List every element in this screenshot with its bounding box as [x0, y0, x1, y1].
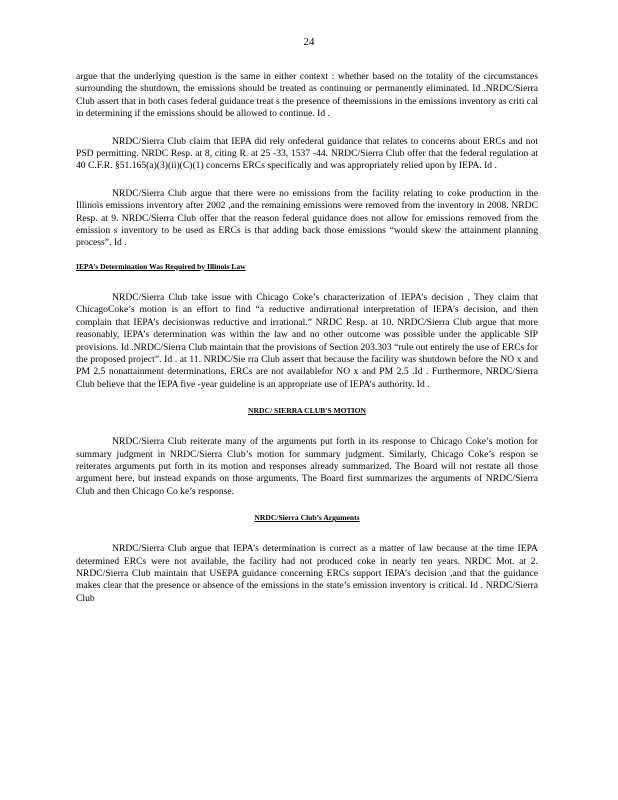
- section-heading-arguments: NRDC/Sierra Club’s Arguments: [254, 513, 360, 523]
- paragraph-federal-guidance: NRDC/Sierra Club claim that IEPA did rely onfederal guidance that relates to concerns about ERCs and not PSD permitting. NRDC Resp. at 8, citing R. at 25 -33, 1537 -44. NRDC/Sierra Club offer that the federal regulation at 40 C.F.R. §51.165(a)(3)(ii)(C)(1) concerns ERCs specifically and was appropriately relied upon by IEPA. Id .: [76, 135, 538, 172]
- page-number: 24: [303, 36, 315, 48]
- section-heading-determination: IEPA’s Determination Was Required by Illinois Law: [76, 261, 246, 271]
- document-body: [76, 71, 538, 620]
- paragraph-continuation: argue that the underlying question is the same in either context : whether based on the totality of the circumstances surrounding the shutdown, the emissions should be treated as continuing or permanently eliminated. Id .NRDC/Sierra Club assert that in both cases federal guidance treat s the presence of theemissions in the emissions inventory as criti cal in determining if the emissions should be allowed to continue. Id .: [76, 71, 538, 120]
- paragraph-reiterate: NRDC/Sierra Club reiterate many of the arguments put forth in its response to Chicago Coke’s motion for summary judgment in NRDC/Sierra Club’s motion for summary judgment. Similarly, Chicago Coke’s respon se reiterates arguments put forth in its motion and responses already summarized. The Board will not restate all those argument here, but instead expands on those arguments. The Board first summarizes the arguments of NRDC/Sierra Club and then Chicago Co ke’s response.: [76, 436, 538, 497]
- paragraph-characterization: NRDC/Sierra Club take issue with Chicago Coke’s characterization of IEPA’s decision , They claim that ChicagoCoke’s motion is an effort to find “a reductive andirrational interpretation of IEPA’s decision, and then complain that IEPA’s decisionwas reductive and irrational.” NRDC Resp. at 10. NRDC/Sierra Club argue that more reasonably, IEPA’s determination was within the law and no other outcome was possible under the applicable SIP provisions. Id .NRDC/Sierra Club maintain that the provisions of Section 203.303 “rule out entirely the use of ERCs for the proposed project”. Id . at 11. NRDC/Sie rra Club assert that because the facility was shutdown before the NO x and PM 2.5 nonattainment determinations, ERCs are not availablefor NO x and PM 2.5 .Id . Furthermore, NRDC/Sierra Club believe that the IEPA five -year guideline is an appropriate use of IEPA’s authority. Id .: [76, 291, 538, 390]
- paragraph-arguments: NRDC/Sierra Club argue that IEPA’s determination is correct as a matter of law because at the time IEPA determined ERCs were not available, the facility had not produced coke in nearly ten years. NRDC Mot. at 2. NRDC/Sierra Club maintain that USEPA guidance concerning ERCs support IEPA’s decision ,and that the guidance makes clear that the presence or absence of the emissions in the state’s emission inventory is critical. Id . NRDC/Sierra Club: [76, 543, 538, 604]
- paragraph-emissions-inventory: NRDC/Sierra Club argue that there were no emissions from the facility relating to coke production in the Illinois emissions inventory after 2002 ,and the remaining emissions were removed from the inventory in 2008. NRDC Resp. at 9. NRDC/Sierra Club offer that the reason federal guidance does not allow for emissions removed from the emission s inventory to be used as ERCs is that adding back those emissions “would skew the attainment planning process”. Id .: [76, 187, 538, 249]
- section-heading-motion: NRDC/ SIERRA CLUB'S MOTION: [248, 406, 366, 416]
